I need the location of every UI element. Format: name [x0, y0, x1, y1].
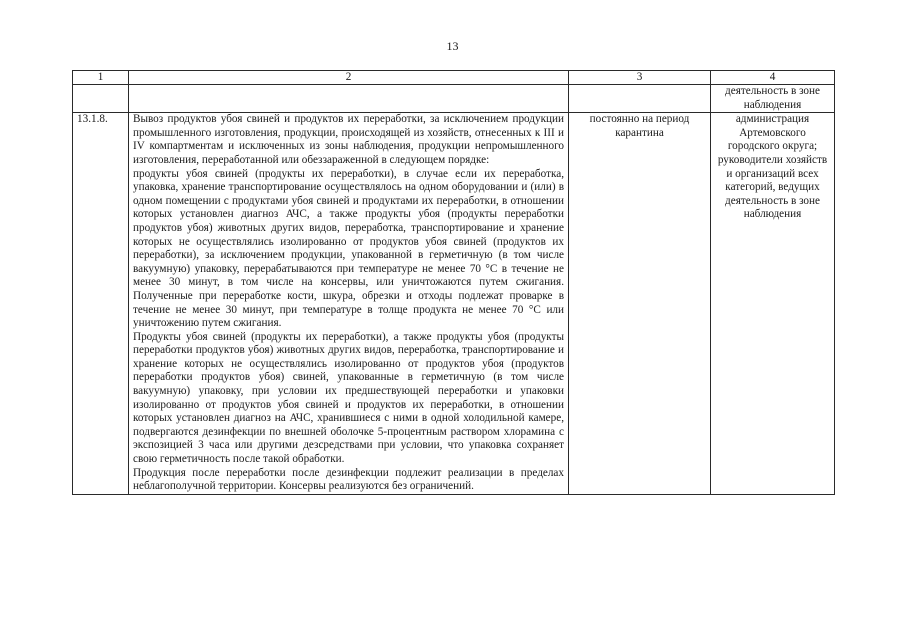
item-paragraph: Продукты убоя свиней (продукты их переработки), а также продукты убоя (продукты переработки продуктов убоя) животных других видов, переработка, транспортирование и хранение которых не осуществлялись изолированно от продуктов убоя (продуктов переработки продуктов убоя) свиней, упакованные в герметичную (в том числе вакуумную) упаковку, при условии их предшествующей переработки и упаковки изолированно от продуктов убоя свиней и продуктов их переработки, в отношении которых установлен диагноз на АЧС, хранившиеся с ними в одной холодильной камере, подвергаются дезинфекции по внешней оболочке 5-процентным раствором хлорамина с экспозицией 3 часа или другими дезсредствами при условии, что упаковка сохраняет свою герметичность после такой обработки.	[133, 330, 564, 466]
column-header-3: 3	[569, 71, 711, 85]
item-paragraph: Продукция после переработки после дезинфекции подлежит реализации в пределах неблагополучной территории. Консервы реализуются без ограничений.	[133, 466, 564, 493]
item-paragraph: Вывоз продуктов убоя свиней и продуктов их переработки, за исключением продукции промышленного изготовления, продукции, происходящей из хозяйств, отнесенных к III и IV компартментам и исключенных из зоны наблюдения, продукции непромышленного изготовления, переработанной или обеззараженной в следующем порядке:	[133, 113, 564, 166]
item-description	[129, 113, 569, 495]
item-paragraph: продукты убоя свиней (продукты их переработки), в случае если их переработка, упаковка, хранение транспортирование осуществлялось на одном оборудовании и (или) в одном помещении с продуктами убоя свиней и продуктами их переработки, в отношении которых установлен диагноз АЧС, а также продукты убоя (продукты переработки продуктов убоя) животных других видов, переработка, транспортирование и хранение которых не осуществлялись изолированно от продуктов убоя свиней (продуктов их переработки), за исключением продукции, упакованной в герметичную (в том числе вакуумную) упаковку, перерабатываются при температуре не менее 70 °С в течение не менее 30 минут, в том числе на консервы, или уничтожаются путем сжигания. Полученные при переработке кости, шкура, обрезки и отходы подлежат проварке в течение не менее 30 минут, при температуре в толще продукта не менее 70 °С или уничтожению путем сжигания.	[133, 167, 564, 330]
measures-table	[72, 70, 835, 495]
page-number: 13	[446, 39, 459, 53]
column-header-2: 2	[129, 71, 569, 85]
item-responsible: администрация Артемовского городского округа; руководители хозяйств и организаций всех категорий, ведущих деятельность в зоне наблюдения	[711, 113, 835, 495]
continued-col1	[73, 85, 129, 113]
item-timing: постоянно на период карантина	[569, 113, 711, 495]
continued-col2	[129, 85, 569, 113]
column-header-1: 1	[73, 71, 129, 85]
continued-col3	[569, 85, 711, 113]
column-header-4: 4	[711, 71, 835, 85]
table-row-13-1-8	[73, 113, 835, 495]
table-header-row	[73, 71, 835, 85]
table-row-continued	[73, 85, 835, 113]
item-number: 13.1.8.	[73, 113, 129, 495]
continued-col4: деятельность в зоне наблюдения	[711, 85, 835, 113]
